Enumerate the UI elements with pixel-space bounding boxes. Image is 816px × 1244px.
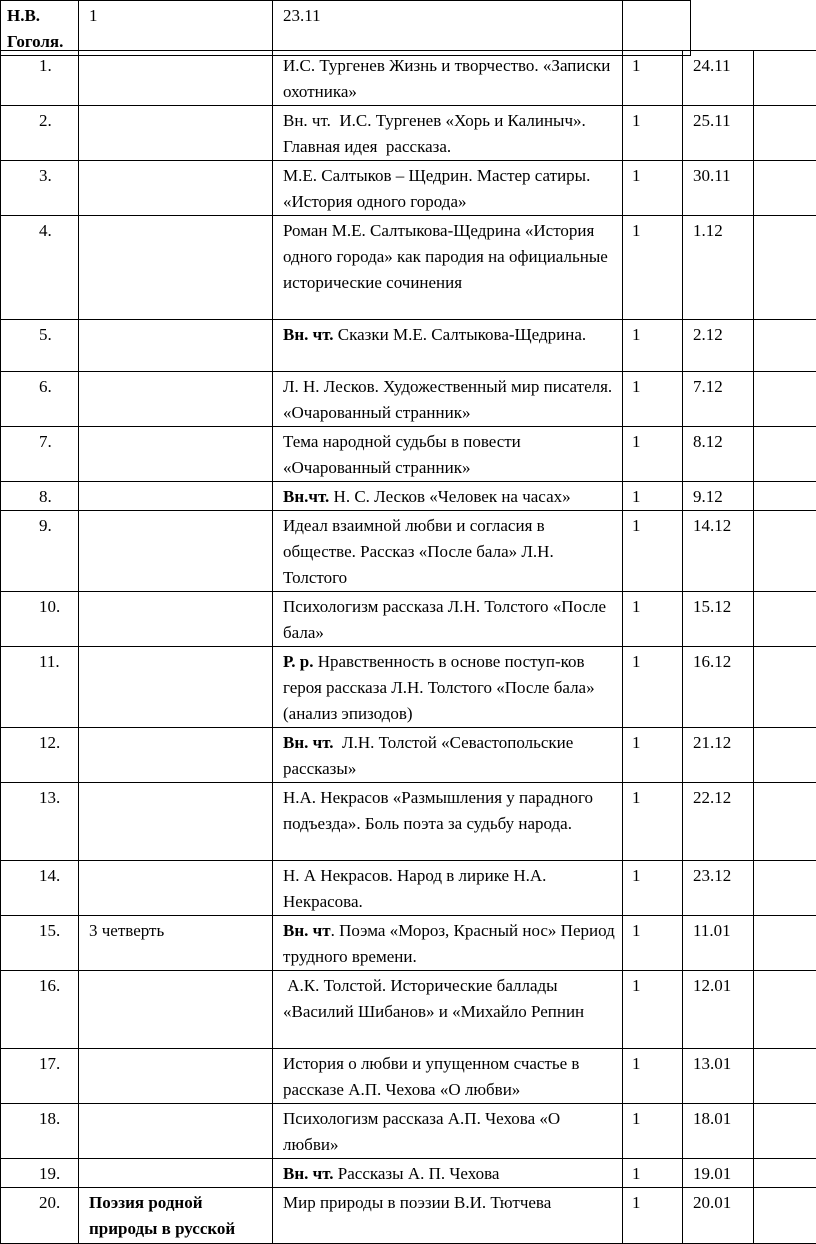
table-row — [1, 916, 816, 971]
topic-text: Вн. чт. И.С. Тургенев «Хорь и Калиныч». Главная идея рассказа. — [283, 111, 590, 156]
topic-text: М.Е. Салтыков – Щедрин. Мастер сатиры. «История одного города» — [283, 166, 595, 211]
section-cell — [79, 511, 273, 592]
date-cell: 12.01 — [683, 971, 754, 1049]
table-row — [1, 861, 816, 916]
section-cell: Поэзия родной природы в русской — [79, 1188, 273, 1244]
topic-text: Сказки М.Е. Салтыкова-Щедрина. — [334, 325, 587, 344]
row-number-cell: 4. — [1, 216, 79, 320]
date-cell: 22.12 — [683, 783, 754, 861]
topic-cell — [273, 1049, 623, 1104]
topic-cell — [273, 161, 623, 216]
row-number-cell: 17. — [1, 1049, 79, 1104]
empty-cell — [754, 1104, 816, 1159]
hours-cell: 1 — [623, 971, 683, 1049]
topic-cell — [273, 728, 623, 783]
hours-cell: 1 — [623, 320, 683, 372]
table-row — [1, 106, 816, 161]
empty-cell — [623, 1, 691, 56]
topic-text: Роман М.Е. Салтыкова-Щедрина «История одного города» как пародия на официальные исторические сочинения — [283, 221, 612, 292]
topic-cell — [273, 106, 623, 161]
topic-text: Мир природы в поэзии В.И. Тютчева — [283, 1193, 551, 1212]
table-row — [1, 320, 816, 372]
topic-cell — [273, 971, 623, 1049]
section-cell — [79, 1104, 273, 1159]
table-row — [1, 1188, 816, 1244]
date-cell: 21.12 — [683, 728, 754, 783]
hours-cell: 1 — [623, 728, 683, 783]
table-row — [1, 783, 816, 861]
hours-cell: 1 — [623, 216, 683, 320]
topic-text: Нравственность в основе поступ-ков героя рассказа Л.Н. Толстого «После бала» (анализ эпизодов) — [283, 652, 599, 723]
empty-cell — [754, 1188, 816, 1244]
section-cell — [79, 1049, 273, 1104]
row-number-cell: 19. — [1, 1159, 79, 1188]
lesson-plan-table — [0, 50, 816, 1244]
reading-type-label: Вн.чт. — [283, 487, 329, 506]
table-row — [1, 647, 816, 728]
section-cell — [79, 106, 273, 161]
date-cell: 16.12 — [683, 647, 754, 728]
table-row — [1, 161, 816, 216]
topic-cell — [273, 511, 623, 592]
row-number-cell: 7. — [1, 427, 79, 482]
section-cell — [79, 647, 273, 728]
empty-cell — [754, 427, 816, 482]
section-cell — [79, 216, 273, 320]
topic-text: Психологизм рассказа Л.Н. Толстого «После бала» — [283, 597, 610, 642]
topic-cell — [273, 783, 623, 861]
date-cell: 30.11 — [683, 161, 754, 216]
row-number-cell: 14. — [1, 861, 79, 916]
row-number-cell: 13. — [1, 783, 79, 861]
topic-text: Психологизм рассказа А.П. Чехова «О любви» — [283, 1109, 564, 1154]
row-number-cell: 11. — [1, 647, 79, 728]
hours-cell: 1 — [623, 1188, 683, 1244]
empty-cell — [754, 106, 816, 161]
empty-cell — [754, 592, 816, 647]
empty-cell — [754, 161, 816, 216]
topic-text: История о любви и упущенном счастье в рассказе А.П. Чехова «О любви» — [283, 1054, 584, 1099]
row-number-cell: 16. — [1, 971, 79, 1049]
topic-cell — [273, 216, 623, 320]
topic-cell — [273, 1188, 623, 1244]
row-number-cell: 20. — [1, 1188, 79, 1244]
table-row — [1, 372, 816, 427]
row-number-cell: 5. — [1, 320, 79, 372]
table-row — [1, 1049, 816, 1104]
date-cell: 15.12 — [683, 592, 754, 647]
empty-cell — [754, 372, 816, 427]
table-row — [1, 482, 816, 511]
section-cell — [79, 320, 273, 372]
row-number-cell: 8. — [1, 482, 79, 511]
empty-cell — [754, 482, 816, 511]
date-cell: 25.11 — [683, 106, 754, 161]
topic-text: Рассказы А. П. Чехова — [334, 1164, 500, 1183]
date-cell: 9.12 — [683, 482, 754, 511]
hours-cell: 1 — [623, 783, 683, 861]
hours-cell: 1 — [623, 372, 683, 427]
topic-cell — [273, 647, 623, 728]
section-cell — [79, 783, 273, 861]
topic-text: И.С. Тургенев Жизнь и творчество. «Записки охотника» — [283, 56, 615, 101]
reading-type-label: Вн. чт — [283, 921, 331, 940]
topic-cell — [273, 592, 623, 647]
empty-cell — [754, 916, 816, 971]
empty-cell — [754, 216, 816, 320]
table-row — [1, 511, 816, 592]
section-cell: Н.В. Гоголя. — [1, 1, 79, 56]
date-cell: 11.01 — [683, 916, 754, 971]
topic-text: Тема народной судьбы в повести «Очарованный странник» — [283, 432, 525, 477]
date-cell: 7.12 — [683, 372, 754, 427]
empty-cell — [754, 971, 816, 1049]
hours-cell: 1 — [623, 51, 683, 106]
empty-cell — [754, 51, 816, 106]
topic-text: Н.А. Некрасов «Размышления у парадного подъезда». Боль поэта за судьбу народа. — [283, 788, 597, 833]
topic-text: Н. А Некрасов. Народ в лирике Н.А. Некрасова. — [283, 866, 551, 911]
section-cell — [79, 427, 273, 482]
hours-cell: 1 — [623, 106, 683, 161]
table-row — [1, 1159, 816, 1188]
section-cell — [79, 51, 273, 106]
date-cell: 20.01 — [683, 1188, 754, 1244]
date-cell: 1.12 — [683, 216, 754, 320]
date-cell: 8.12 — [683, 427, 754, 482]
topic-cell — [273, 1104, 623, 1159]
empty-cell — [754, 320, 816, 372]
topic-cell — [273, 320, 623, 372]
row-number-cell: 15. — [1, 916, 79, 971]
topic-text: Л. Н. Лесков. Художественный мир писателя. «Очарованный странник» — [283, 377, 616, 422]
hours-cell: 1 — [623, 482, 683, 511]
table-row — [1, 728, 816, 783]
row-number-cell: 2. — [1, 106, 79, 161]
reading-type-label: Вн. чт. — [283, 325, 334, 344]
topic-cell — [273, 51, 623, 106]
date-cell: 23.11 — [273, 1, 623, 56]
topic-text: . Поэма «Мороз, Красный нос» Период трудного времени. — [283, 921, 619, 966]
topic-text: Идеал взаимной любви и согласия в обществе. Рассказ «После бала» Л.Н. Толстого — [283, 516, 558, 587]
date-cell: 18.01 — [683, 1104, 754, 1159]
row-number-cell: 6. — [1, 372, 79, 427]
topic-cell — [273, 1159, 623, 1188]
section-cell — [79, 861, 273, 916]
hours-cell: 1 — [623, 916, 683, 971]
table-row — [1, 971, 816, 1049]
table-row — [1, 216, 816, 320]
table-row — [1, 1, 691, 56]
table-row — [1, 592, 816, 647]
lesson-plan-table-top — [0, 0, 691, 56]
date-cell: 23.12 — [683, 861, 754, 916]
row-number-cell: 3. — [1, 161, 79, 216]
hours-cell: 1 — [623, 861, 683, 916]
hours-cell: 1 — [623, 511, 683, 592]
topic-text: Н. С. Лесков «Человек на часах» — [329, 487, 570, 506]
hours-cell: 1 — [623, 1104, 683, 1159]
hours-cell: 1 — [623, 161, 683, 216]
topic-cell — [273, 861, 623, 916]
reading-type-label: Р. р. — [283, 652, 313, 671]
empty-cell — [754, 1159, 816, 1188]
empty-cell — [754, 861, 816, 916]
date-cell: 2.12 — [683, 320, 754, 372]
empty-cell — [754, 728, 816, 783]
hours-cell: 1 — [623, 1159, 683, 1188]
empty-cell — [754, 647, 816, 728]
table-row — [1, 51, 816, 106]
section-cell — [79, 1159, 273, 1188]
section-cell — [79, 592, 273, 647]
section-cell — [79, 161, 273, 216]
date-cell: 13.01 — [683, 1049, 754, 1104]
topic-text: Л.Н. Толстой «Севастопольские рассказы» — [283, 733, 578, 778]
table-row — [1, 1104, 816, 1159]
hours-cell: 1 — [79, 1, 273, 56]
topic-cell — [273, 372, 623, 427]
date-cell: 24.11 — [683, 51, 754, 106]
empty-cell — [754, 783, 816, 861]
reading-type-label: Вн. чт. — [283, 1164, 334, 1183]
reading-type-label: Вн. чт. — [283, 733, 334, 752]
row-number-cell: 12. — [1, 728, 79, 783]
section-cell — [79, 482, 273, 511]
hours-cell: 1 — [623, 427, 683, 482]
section-cell — [79, 728, 273, 783]
row-number-cell: 9. — [1, 511, 79, 592]
empty-cell — [754, 511, 816, 592]
table-row — [1, 427, 816, 482]
hours-cell: 1 — [623, 1049, 683, 1104]
section-cell — [79, 971, 273, 1049]
row-number-cell: 1. — [1, 51, 79, 106]
section-cell: 3 четверть — [79, 916, 273, 971]
topic-cell — [273, 427, 623, 482]
date-cell: 14.12 — [683, 511, 754, 592]
topic-cell — [273, 482, 623, 511]
section-cell — [79, 372, 273, 427]
hours-cell: 1 — [623, 592, 683, 647]
empty-cell — [754, 1049, 816, 1104]
date-cell: 19.01 — [683, 1159, 754, 1188]
row-number-cell: 10. — [1, 592, 79, 647]
topic-cell — [273, 916, 623, 971]
hours-cell: 1 — [623, 647, 683, 728]
row-number-cell: 18. — [1, 1104, 79, 1159]
topic-text: А.К. Толстой. Исторические баллады «Василий Шибанов» и «Михайло Репнин — [283, 976, 584, 1021]
